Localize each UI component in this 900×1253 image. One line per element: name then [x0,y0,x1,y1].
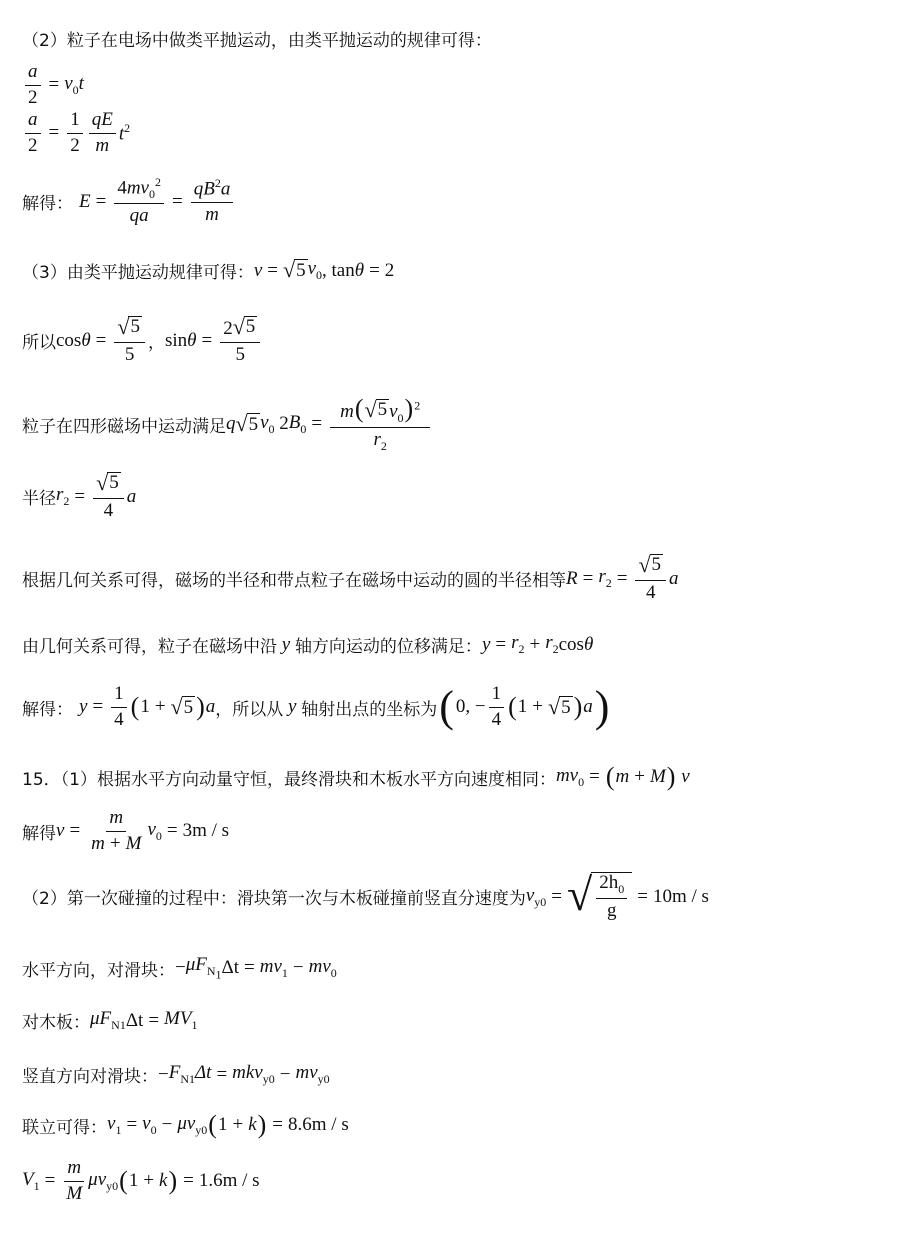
equation-vertical-slider: 竖直方向对滑块： − $F_{N1}\Delta t$ = mkv$_{y0}$ − $mv_{y0}$ [22,1062,330,1087]
fraction-m-over-M: $\frac{m}{M}$ [66,1157,83,1204]
sqrt-5: √ 5 [282,257,306,282]
fraction-4mv0sq-over-qa: $\frac{4mv_0^2}{qa}$ [114,176,164,227]
equation-vertical-velocity: （2）第一次碰撞的过程中：滑块第一次与木板碰撞前竖直分速度为 $v_{y0}$ = √ $\frac{2h_0}{g}$ = 10m / s [22,869,709,921]
fraction-2sqrt5-over-5: 2 √ 5 5 [220,316,260,366]
equation-horizontal-slider: 水平方向，对滑块： − $\mu F_{N_1}$ Δt = $mv_1$ − $mv_0$ [22,954,337,982]
sqrt-2h0-over-g: √ $\frac{2h_0}{g}$ [567,872,632,922]
fraction-centripetal: m( √ 5 $v_0)^2$ $r_2$ [330,396,430,453]
equation-y-displacement: 由几何关系可得，粒子在磁场中沿 y 轴方向运动的位移满足： y = $r_2$ + $r_2$ cos θ [22,632,594,657]
equation-radius-r2: 半径 $r_2$ = √ 5 4 a [22,470,137,521]
fraction-sqrt5-over-4: √ 5 4 [635,554,666,604]
fraction-a-over-2: $\frac{a}{2}$ [25,110,41,157]
equation-v1: 联立可得： $v_1$ = $v_0$ − $\mu v_{y0}$ ( 1 + k ) = 8.6m / s [22,1110,349,1139]
fraction-one-half: $\frac{1}{2}$ [67,110,83,157]
fraction-qE-over-m: $\frac{qE}{m}$ [89,110,116,157]
equation-magnetic-force: 粒子在四形磁场中运动满足 q √ 5 $v_0$ 2 $B_0$ = m( √ 5 $v_0)^2$ $r_2$ [22,396,433,453]
fraction-one-quarter: $\frac{1}{4}$ [111,684,127,731]
equation-v-tan: （3）由类平抛运动规律可得： v = √ 5 $v_0$ , tan θ = 2 [22,257,395,283]
fraction-one-quarter: $\frac{1}{4}$ [489,684,505,731]
equation-V1: $V_1$ = $\frac{m}{M}$ $\mu v_{y0}$ ( 1 + k ) = 1.6m / s [22,1157,260,1204]
text-part2-intro: （2）粒子在电场中做类平抛运动，由类平抛运动的规律可得： [22,31,492,51]
fraction-qB2a-over-m: $\frac{qB^2a}{m}$ [191,177,234,226]
equation-E-result: 解得： E = $\frac{4mv_0^2}{qa}$ = $\frac{qB^2a}{m}$ [22,176,236,227]
equation-momentum: 15．（1）根据水平方向动量守恒，最终滑块和木板水平方向速度相同： $mv_0$ = ( m + M ) v [22,762,690,791]
equation-y-coordinate: 解得： y = $\frac{1}{4}$ ( 1 + √ 5 ) a ，所以从 y 轴射出点的坐标为 ( 0 , − $\frac{1}{4}$ ( 1 + √ 5 ) a ) [22,682,610,732]
fraction-sqrt5-over-4: √ 5 4 [93,472,124,522]
equation-board: 对木板： $\mu F_{N1}$ Δt = $MV_1$ [22,1008,198,1033]
fraction-a-over-2: $\frac{a}{2}$ [25,62,41,109]
equation-a-half-qE: $\frac{a}{2}$ = $\frac{1}{2}$ $\frac{qE}{m}$ $t^2$ [22,110,130,157]
fraction-sqrt5-over-5: √ 5 5 [114,316,145,366]
fraction-m-over-mM: $\frac{m}{m + M}$ [91,807,142,854]
equation-cos-sin: 所以 cos θ = √ 5 5 ， sin θ = 2 √ 5 5 [22,316,263,366]
equation-final-velocity: 解得 v = $\frac{m}{m + M}$ $v_0$ = 3m / s [22,807,230,854]
equation-a-half-v0t: $\frac{a}{2}$ = $v_0t$ [22,62,84,109]
equation-field-radius: 根据几何关系可得，磁场的半径和带点粒子在磁场中运动的圆的半径相等 R = $r_2$ = √ 5 4 a [22,552,679,603]
line-part2-intro [22,26,492,51]
